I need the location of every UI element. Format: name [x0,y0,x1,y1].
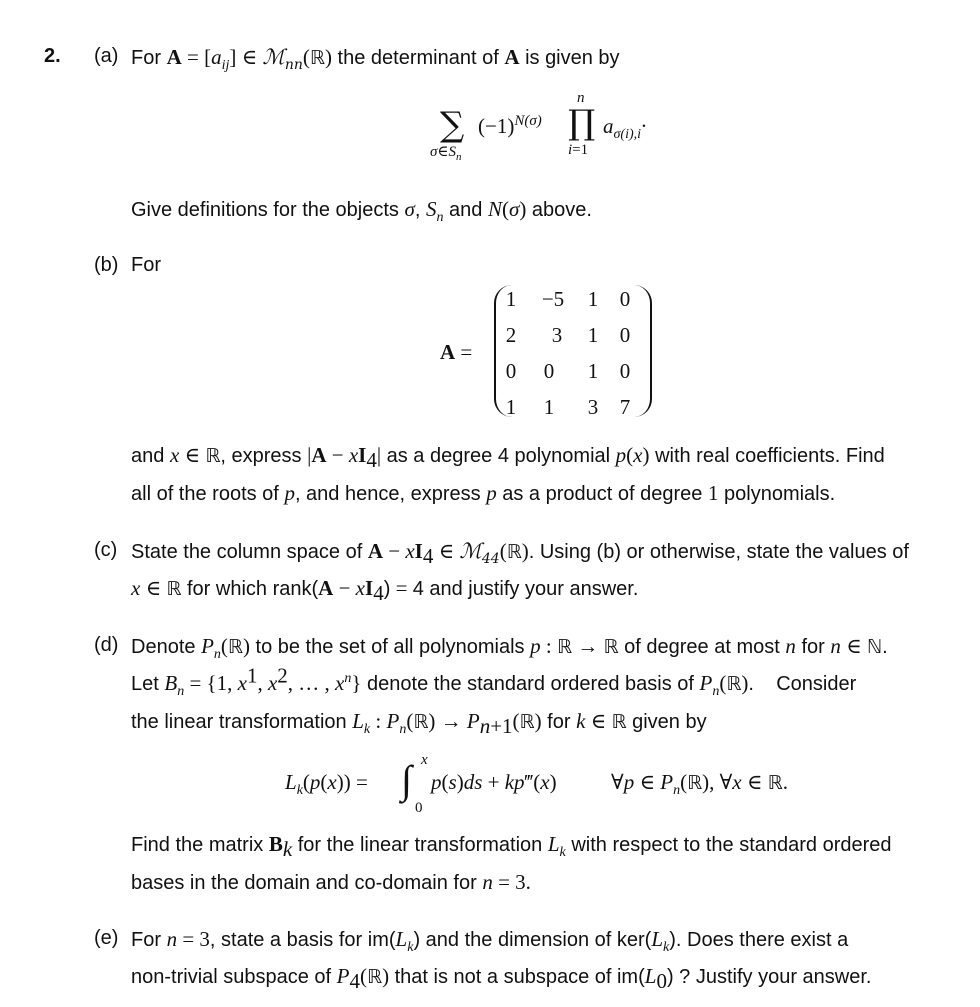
matrix-a [492,284,662,420]
matrix-cell: 1 [587,359,599,383]
matrix-cell: 0 [619,323,631,347]
part-a-label: (a) [94,45,119,67]
part-d-label: (d) [94,634,119,656]
matrix-cell: 0 [505,359,517,383]
matrix-cell: 1 [505,287,517,311]
part-b-label: (b) [94,254,119,276]
matrix-cell: 1 [505,395,517,419]
part-a-line-2: Give definitions for the objects σ, $S_n$ and N(σ) above. [131,197,592,226]
matrix-cell: 0 [619,359,631,383]
part-d-line-4: Find the matrix $B_k$ for the linear transformation $L_k$ with respect to the standard ordered [131,832,892,861]
part-e-label: (e) [94,927,119,949]
part-e-line-2: non-trivial subspace of $P_4(ℝ)$ that is not a subspace of $im(L_0)$ ? Justify your answer. [131,964,872,993]
part-d-line-3: the linear transformation $L_k$ : $P_n(ℝ)$ → $P_{n+1}(ℝ)$ for k ∈ ℝ given by [131,709,707,738]
part-b-line-2: all of the roots of p, and hence, express p as a product of degree 1 polynomials. [131,481,836,505]
matrix-cell: −5 [541,287,565,311]
matrix-label: A = [440,340,473,364]
part-d-line-5: bases in the domain and co-domain for n = 3. [131,870,531,894]
determinant-formula: ∑ $\sigma\in S_n$ $(-1)^{N(\sigma)}$ n ∏ i=1 $a_{\sigma(i),i}\cdot$ [430,90,647,163]
part-b-line-1: and x ∈ ℝ, express $|A - xI_4|$ as a degree 4 polynomial p(x) with real coefficients. Find [131,443,885,472]
matrix-cell: 1 [587,287,599,311]
matrix-cell: 2 [505,323,517,347]
part-a-line-1: For $A = [a_{ij}]$ ∈ ℳ$_{nn}$(ℝ) the determinant of A is given by [131,45,620,74]
part-e-line-1: For n = 3, state a basis for $im(L_k)$ and the dimension of $ker(L_k)$. Does there exist a [131,927,849,956]
matrix-cell: 0 [543,359,555,383]
matrix-cell: 0 [619,287,631,311]
matrix-cell: 1 [543,395,555,419]
matrix-cell: 3 [587,395,599,419]
part-c-label: (c) [94,539,118,561]
part-c-line-1: State the column space of $A - xI_4$ ∈ ℳ$_{44}$(ℝ). Using (b) or otherwise, state the values of [131,539,909,568]
part-d-line-2: Let $B_n = \{1$, $x^1$, $x^2$, … , $x^n$} denote the standard ordered basis of $P_n(ℝ)$. Consider [131,663,857,700]
part-c-line-2: x ∈ ℝ for which rank(A − $xI_4) = 4$ and justify your answer. [131,576,639,605]
matrix-cell: 3 [551,323,563,347]
matrix-cell: 7 [619,395,631,419]
question-number: 2. [44,45,61,67]
linear-map-formula: $L_k(p(x))$ = ∫ x 0 p(s)ds + kp‴(x) ∀p ∈ $P_n(ℝ)$, ∀x ∈ ℝ. [285,752,788,816]
part-d-line-1: Denote $P_n(ℝ)$ to be the set of all polynomials p : ℝ → ℝ of degree at most n for n ∈ ℕ. [131,634,888,663]
part-b-intro: For [131,254,161,276]
matrix-cell: 1 [587,323,599,347]
